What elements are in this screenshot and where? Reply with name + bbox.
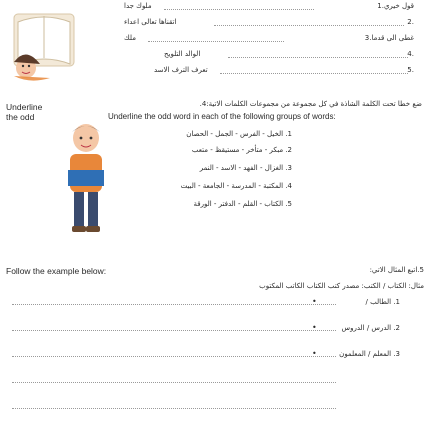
exercise5-item: 1. الطالب /	[365, 298, 400, 306]
odd-word-group-item: 3. الغزال - الفهد - الاسد - النمر	[199, 164, 292, 172]
answer-line	[12, 330, 336, 331]
exercise5-item: 3. المعلم / المعلمون	[339, 350, 400, 358]
pair-left-text: ملك	[124, 34, 136, 42]
pair-row	[124, 18, 414, 30]
pair-left-text: تعرف الترف الاسد	[154, 66, 208, 74]
dotted-line	[214, 25, 404, 26]
answer-line	[12, 304, 336, 305]
bullet-dot: •	[312, 349, 317, 358]
exercise4-instruction-en: Underline the odd word in each of the following groups of words:	[108, 112, 336, 121]
pair-right-text: .4	[407, 50, 414, 58]
answer-line	[12, 356, 336, 357]
exercise5-instruction-ar: 5.اتبع المثال الاتي:	[369, 266, 424, 274]
pair-left-text: اتقناها تعالى اعداء	[124, 18, 177, 26]
exercise4-instruction-en-label: Underline	[6, 102, 43, 112]
pair-left-text: ملوك جدا	[124, 2, 152, 10]
dotted-line	[164, 9, 314, 10]
pair-row	[124, 50, 414, 62]
dotted-line	[148, 41, 284, 42]
exercise4-instruction-en-label-2: the odd	[6, 112, 35, 122]
answer-line	[12, 408, 336, 409]
odd-word-group-item: 4. المكتبة - المدرسة - الجامعة - البيت	[180, 182, 292, 190]
odd-word-group-item: 1. الخيل - الفرس - الجمل - الحصان	[186, 130, 292, 138]
pair-right-text: قول خيري.1	[377, 2, 414, 10]
odd-word-group-item: 2. مبكر - متأخر - مستيقظ - متعب	[191, 146, 292, 154]
matching-section	[124, 2, 414, 82]
exercise5-instruction-en: Follow the example below:	[6, 266, 107, 276]
bullet-dot: •	[312, 323, 317, 332]
exercise4-instruction-ar: ضع خطا تحت الكلمة الشاذة في كل مجموعة من مجموعات الكلمات الاتية:4.	[199, 100, 422, 108]
pair-row	[124, 66, 414, 78]
boy-illustration	[46, 118, 126, 244]
odd-word-group-item: 5. الكتاب - القلم - الدفتر - الورقة	[193, 200, 292, 208]
book-illustration	[10, 6, 86, 84]
exercise5-item: 2. الدرس / الدروس	[341, 324, 400, 332]
pair-right-text: .5	[407, 66, 414, 74]
answer-line	[12, 382, 336, 383]
bullet-dot: •	[312, 297, 317, 306]
pair-left-text: الوالد التلويح	[164, 50, 201, 58]
dotted-line	[220, 73, 408, 74]
pair-row	[124, 2, 414, 14]
dotted-line	[228, 57, 408, 58]
pair-right-text: .2	[407, 18, 414, 26]
pair-row	[124, 34, 414, 46]
exercise5-example: مثال: الكتاب / الكتب: مصدر كتب الكتاب الكاتب المكتوب	[259, 282, 424, 290]
pair-right-text: غطى الى قدما.3	[364, 34, 414, 42]
